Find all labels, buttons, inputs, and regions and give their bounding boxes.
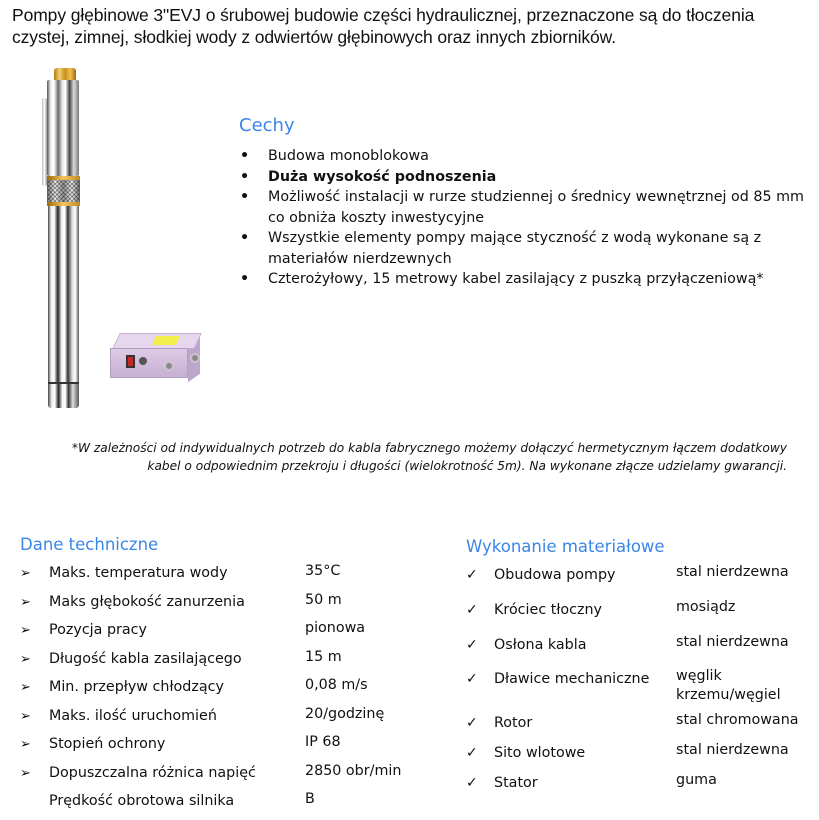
- feature-item: [240, 146, 810, 167]
- feature-item: [240, 228, 810, 269]
- material-row: [466, 774, 816, 804]
- control-box-label: [152, 336, 180, 345]
- arrow-bullet-icon: ➢: [20, 765, 31, 781]
- bullet-icon: •: [240, 230, 250, 246]
- pump-inlet-screen: [47, 180, 80, 202]
- bullet-icon: •: [240, 148, 250, 164]
- material-label: Dławice mechaniczne: [494, 671, 650, 687]
- material-value: węglik krzemu/węgiel: [676, 668, 781, 703]
- tech-label: Prędkość obrotowa silnika: [49, 793, 235, 809]
- material-value: stal nierdzewna: [676, 634, 789, 650]
- check-icon: ✓: [466, 637, 478, 653]
- feature-item: [240, 187, 810, 228]
- arrow-bullet-icon: ➢: [20, 566, 31, 581]
- check-icon: ✓: [466, 671, 478, 687]
- tech-row: [20, 565, 440, 594]
- check-icon: ✓: [466, 567, 478, 583]
- tech-value: IP 68: [305, 734, 341, 750]
- cable-gland-icon: [164, 361, 174, 371]
- pump-hydraulic-section: [47, 80, 79, 176]
- material-row: [466, 636, 816, 670]
- tech-label: Dopuszczalna różnica napięć: [49, 764, 256, 781]
- tech-label: Maks. ilość uruchomień: [49, 707, 217, 724]
- check-icon: ✓: [466, 602, 478, 618]
- feature-text: Budowa monoblokowa: [268, 148, 429, 164]
- tech-value: 15 m: [305, 648, 342, 665]
- material-label: Osłona kabla: [494, 637, 587, 653]
- bullet-icon: •: [240, 168, 250, 185]
- material-value: stal nierdzewna: [676, 742, 789, 758]
- feature-text: Duża wysokość podnoszenia: [268, 168, 497, 185]
- tech-value: 20/godzinę: [305, 705, 385, 722]
- tech-row: [20, 762, 440, 794]
- control-box-front: [110, 348, 188, 378]
- tech-data-heading: Dane techniczne: [20, 535, 159, 554]
- tech-value: 2850 obr/min: [305, 762, 402, 779]
- intro-paragraph: Pompy głębinowe 3"EVJ o śrubowej budowie części hydraulicznej, przeznaczone są do tłoczenia czystej, zimnej, słodkiej wody z odwiertów głębinowych oraz innych zbiorników.: [12, 5, 755, 47]
- arrow-bullet-icon: ➢: [20, 737, 31, 752]
- tech-label: Maks. temperatura wody: [49, 565, 228, 581]
- pump-base: [48, 382, 79, 408]
- pump-motor-body: [48, 206, 79, 382]
- material-label: Obudowa pompy: [494, 567, 616, 583]
- tech-value: B: [305, 791, 315, 807]
- feature-text: Możliwość instalacji w rurze studziennej o średnicy wewnętrznej od 85 mm co obniża koszty inwestycyjne: [268, 189, 804, 226]
- material-label: Rotor: [494, 715, 533, 731]
- control-box-image: [110, 333, 202, 381]
- feature-text: Czterożyłowy, 15 metrowy kabel zasilający z puszką przyłączeniową*: [268, 271, 764, 287]
- tech-label: Pozycja pracy: [49, 622, 147, 638]
- tech-row: [20, 648, 440, 680]
- tech-value: pionowa: [305, 620, 366, 636]
- features-heading: Cechy: [239, 115, 295, 136]
- arrow-bullet-icon: ➢: [20, 623, 31, 638]
- arrow-bullet-icon: ➢: [20, 680, 31, 695]
- tech-row: [20, 705, 440, 737]
- cable-gland-icon: [190, 353, 200, 363]
- tech-row: [20, 793, 440, 820]
- tech-data-table: [20, 565, 440, 820]
- materials-table: [466, 566, 816, 804]
- footnote: *W zależności od indywidualnych potrzeb do kabla fabrycznego możemy dołączyć hermetycznym łączem dodatkowy kabel o odpowiednim przekroju i długości (wielokrotność 5m). Na wykonane złącze udzielamy gwarancji.: [71, 441, 787, 473]
- material-label: Króciec tłoczny: [494, 602, 603, 618]
- tech-label: Stopień ochrony: [49, 736, 166, 752]
- arrow-bullet-icon: ➢: [20, 651, 31, 667]
- tech-label: Min. przepływ chłodzący: [49, 679, 224, 695]
- material-row: [466, 714, 816, 744]
- tech-row: [20, 679, 440, 708]
- arrow-bullet-icon: ➢: [20, 594, 31, 610]
- material-row: [466, 744, 816, 774]
- tech-row: [20, 622, 440, 651]
- check-icon: ✓: [466, 775, 478, 791]
- material-row: [466, 601, 816, 636]
- features-list: [240, 146, 810, 290]
- tech-label: Maks głębokość zanurzenia: [49, 593, 245, 610]
- materials-heading: Wykonanie materiałowe: [466, 537, 665, 556]
- material-value: guma: [676, 772, 717, 788]
- bullet-icon: •: [240, 189, 250, 205]
- tech-label: Długość kabla zasilającego: [49, 650, 242, 667]
- knob-icon: [139, 357, 147, 365]
- tech-row: [20, 736, 440, 765]
- arrow-bullet-icon: ➢: [20, 708, 31, 724]
- tech-value: 50 m: [305, 591, 342, 608]
- material-value: mosiądz: [676, 599, 736, 615]
- bullet-icon: •: [240, 271, 250, 287]
- material-row: [466, 566, 816, 601]
- material-row: [466, 670, 816, 714]
- material-label: Sito wlotowe: [494, 745, 586, 761]
- material-value: stal chromowana: [676, 712, 799, 728]
- tech-value: 35°C: [305, 563, 341, 579]
- feature-text: Wszystkie elementy pompy mające styczność z wodą wykonane są z materiałów nierdzewnych: [268, 230, 762, 267]
- material-value: stal nierdzewna: [676, 564, 789, 580]
- tech-value: 0,08 m/s: [305, 677, 368, 693]
- check-icon: ✓: [466, 715, 478, 731]
- check-icon: ✓: [466, 745, 478, 761]
- feature-item: [240, 167, 810, 188]
- material-label: Stator: [494, 775, 538, 791]
- tech-row: [20, 591, 440, 623]
- feature-item: [240, 269, 810, 290]
- submersible-pump-image: [40, 68, 80, 408]
- power-switch-icon: [126, 355, 135, 368]
